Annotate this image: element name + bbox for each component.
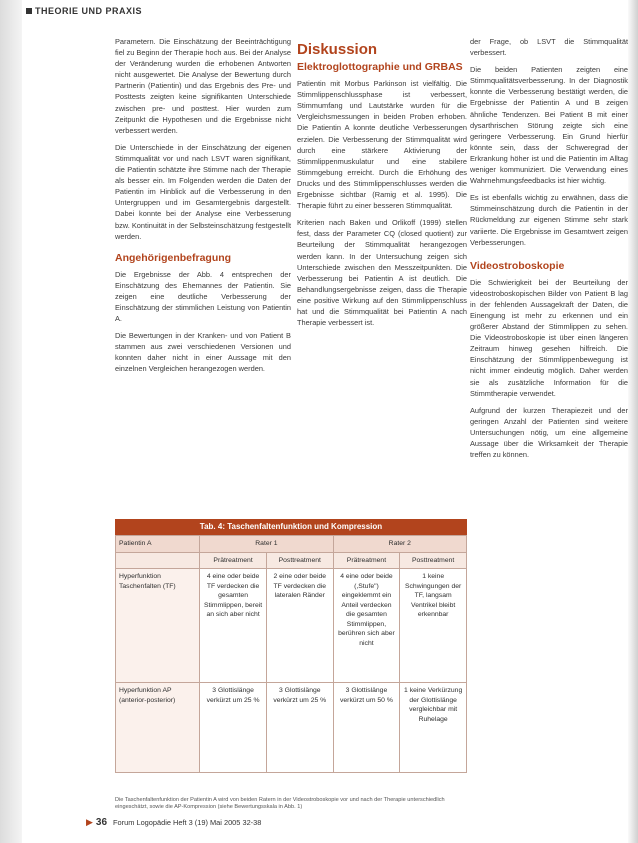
table-header-rater-1: Rater 1 — [200, 536, 333, 553]
header-square-icon — [26, 8, 32, 14]
table-row — [116, 683, 467, 773]
heading-elektroglottographie: Elektroglottographie und GRBAS — [297, 61, 463, 74]
table-cell: 1 keine Schwingungen der TF, langsam Ventrikel bleibt erkennbar — [400, 569, 467, 683]
col3-paragraph-1: der Frage, ob LSVT die Stimmqualität verbessert. — [470, 37, 628, 58]
heading-diskussion: Diskussion — [297, 41, 378, 58]
table-title: Tab. 4: Taschenfaltenfunktion und Kompression — [115, 519, 467, 535]
section-header-label: THEORIE UND PRAXIS — [35, 6, 143, 16]
footer-arrow-icon: ▶ — [86, 817, 93, 827]
table-row-label: Hyperfunktion AP (anterior-posterior) — [116, 683, 200, 773]
table-subheader-post-1: Posttreatment — [266, 552, 333, 569]
table-4 — [115, 519, 467, 773]
table-subheader-pre-1: Prätreatment — [200, 552, 267, 569]
col3-paragraph-2: Die beiden Patienten zeigten eine Stimmqualitätsverbesserung. In der Diagnostik konnte die Verbesserung bestätigt werden, die Ergebnisse der Patientin A und B zeigen ähnliche Tendenzen. Bei Patient B mit einer dysarthrischen Störung zeigte sich eine geringere Verbesserung. Ein Grund hierfür könnte sein, dass der Schweregrad der Erkrankung höher ist und die Patientin im Alltag weniger kommuniziert. Die Verwendung eines Wahrnehmungsfeedbacks ist hier wichtig. — [470, 65, 628, 186]
page-footer — [86, 817, 261, 828]
table-cell: 1 keine Verkürzung der Glottislänge vergleichbar mit Ruhelage — [400, 683, 467, 773]
col3-paragraph-4: Die Schwierigkeit bei der Beurteilung der videostroboskopischen Bilder von Patient B lag in der fehlenden Aussagekraft der Daten, die Einengung ist mehr zu erkennen und ein größerer Abstand der Stimmlippen zu sehen. Die Videostroboskopie ist über einen längeren Zeitraum hinweg gesehen hilfreich. Die Einschätzung der Stimmlippenbewegung ist nicht immer eindeutig möglich. Daher werden sie als zusätzliche Information für die Stimmtherapie verwendet. — [470, 277, 628, 398]
column-1 — [115, 36, 291, 375]
table-cell: 3 Glottislänge verkürzt um 25 % — [266, 683, 333, 773]
table-cell: 2 eine oder beide TF verdecken die lateralen Ränder — [266, 569, 333, 683]
table-cell: 3 Glottislänge verkürzt um 50 % — [333, 683, 400, 773]
table-header-rater-2: Rater 2 — [333, 536, 466, 553]
heading-angehoerigenbefragung: Angehörigenbefragung — [115, 251, 232, 264]
col2-paragraph-2: Kriterien nach Baken und Orlikoff (1999) stellen fest, dass der Parameter CQ (closed quotient) zur Beurteilung der Stimmqualität herangezogen werden kann. In der Untersuchung zeigen sich Unterschiede zwischen den Messzeitpunkten. Die Verbesserung bei Patientin A ist deutlich. Die Behandlungsergebnisse zeigen, dass die Therapie eine positive Wirkung auf den Stimmlippenschluss hat und die Stimmqualität bei Patientin A nach Therapie verbessert ist. — [297, 218, 467, 328]
col1-paragraph-2: Die Unterschiede in der Einschätzung der eigenen Stimmqualität vor und nach LSVT waren signifikant, die Patientin schätzte ihre Stimme nach der Therapie als besser ein. Im Folgenden werden die Daten der Patientin im Hinblick auf die Verbesserung in den Untergruppen und im Gesamtergebnis dargestellt. Dabei konnte bei der Analyse eine Verbesserung bzw. Kontinuität in der Selbsteinschätzung festgestellt werden. — [115, 142, 291, 241]
table-grid — [115, 535, 467, 773]
journal-citation: Forum Logopädie Heft 3 (19) Mai 2005 32-38 — [113, 818, 262, 827]
page-number: 36 — [95, 817, 108, 828]
table-group-header-row — [116, 536, 467, 553]
page-gutter-left — [0, 0, 22, 843]
table-caption: Die Taschenfaltenfunktion der Patientin A wird von beiden Ratern in der Videostroboskopie vor und nach der Therapie unterschiedlich eingeschätzt, sowie die AP-Kompression (siehe Bewertungsskala in Abb. 1) — [115, 797, 445, 811]
table-subheader-post-2: Posttreatment — [400, 552, 467, 569]
table-cell: 3 Glottislänge verkürzt um 25 % — [200, 683, 267, 773]
page-gutter-right — [628, 0, 638, 843]
table-cell: 4 eine oder beide TF verdecken die gesamten Stimmlippen, bereit an sich aber nicht — [200, 569, 267, 683]
table-row — [116, 569, 467, 683]
table-subheader-row — [116, 552, 467, 569]
col3-paragraph-3: Es ist ebenfalls wichtig zu erwähnen, dass die Stimmeinschätzung durch die Patientin in der Rückmeldung zur eigenen Stimme sehr stark variierte. Die Ergebnisse im Gesamtwert zeigen Verbesserungen. — [470, 193, 628, 247]
col3-paragraph-5: Aufgrund der kurzen Therapiezeit und der geringen Anzahl der Patienten sind weitere Untersuchungen nötig, um eine allgemeine Aussage über die Wirksamkeit der Therapie treffen zu können. — [470, 405, 628, 460]
table-row-label: Hyperfunktion Taschenfalten (TF) — [116, 569, 200, 683]
col2-paragraph-1: Patientin mit Morbus Parkinson ist vielfältig. Die Stimmlippenschlussphase ist verbessert, Stimmumfang und Lautstärke wurden für die Vergleichsmessungen in beiden Proben erhoben. Die Patientin A konnte deutliche Verbesserungen erzielen. Die Verbesserung der Stimmqualität wird durch eine stärkere Aktivierung der Stimmlippenmuskulatur und eine stabilere Stimmgebung erreicht. Durch die Erhöhung des Drucks und des Stimmlippenschlusses werden die Ergebnisse sichtbar (Ramig et al. 1995). Die Therapie führt zu einer besseren Stimmqualität. — [297, 79, 467, 211]
table-header-patient: Patientin A — [116, 536, 200, 553]
column-2 — [297, 36, 467, 328]
column-3 — [470, 36, 628, 460]
col1-paragraph-4: Die Bewertungen in der Kranken- und von Patient B stammen aus zwei verschiedenen Versionen und konnten daher nicht in einer Aussage mit den einzelnen Vergleichen herangezogen werden. — [115, 331, 291, 374]
section-header — [26, 6, 142, 16]
heading-videostroboskopie: Videostroboskopie — [470, 259, 565, 272]
col1-paragraph-3: Die Ergebnisse der Abb. 4 entsprechen der Einschätzung des Ehemannes der Patientin. Sie zeigen eine deutliche Verbesserung der Einschätzung der stimmlichen Leistung von Patientin A. — [115, 269, 291, 324]
table-subheader-empty — [116, 552, 200, 569]
table-subheader-pre-2: Prätreatment — [333, 552, 400, 569]
col1-paragraph-1: Parametern. Die Einschätzung der Beeinträchtigung fiel zu Beginn der Therapie hoch aus. Bei der Analyse der Veränderung wurden die erhobenen Antworten nicht ausgewertet. Die Analyse der Bewertung durch Partnerin (Patientin) und das Ergebnis des Pre- und Posttests zeigten keine signifikanten Unterschiede zwischen pre- und posttest. Hier wurden zum Zeitpunkt die Hypothesen und die Ergebnisse nicht verbessert werden. — [115, 37, 291, 135]
table-cell: 4 eine oder beide (,Stufe") eingeklemmt ein Anteil verdecken die gesamten Stimmlippen, berühren sich aber nicht — [333, 569, 400, 683]
